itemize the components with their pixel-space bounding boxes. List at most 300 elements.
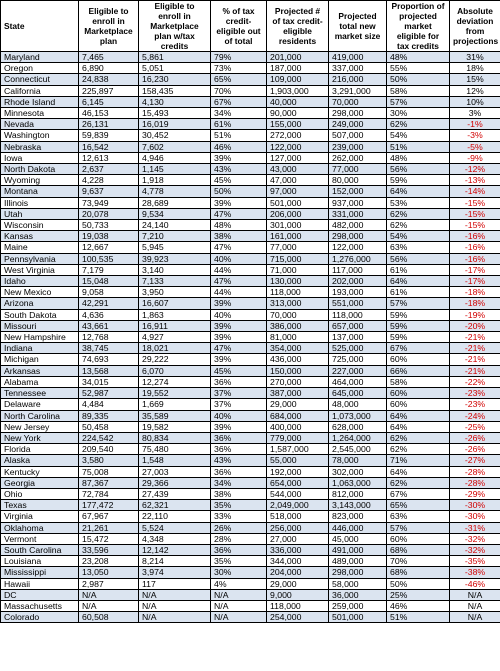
table-row — [1, 544, 500, 555]
table-cell: 47% — [211, 208, 267, 219]
table-cell: 48,000 — [329, 399, 387, 410]
table-cell: 67% — [211, 96, 267, 107]
table-cell: 51% — [387, 612, 450, 623]
state-cell: Idaho — [1, 276, 79, 287]
state-cell: Maryland — [1, 52, 79, 63]
state-cell: Indiana — [1, 343, 79, 354]
table-row — [1, 533, 500, 544]
table-cell: 63% — [387, 511, 450, 522]
table-row — [1, 388, 500, 399]
table-cell: 387,000 — [267, 388, 329, 399]
table-cell: N/A — [139, 612, 211, 623]
table-cell: 34,015 — [79, 376, 139, 387]
table-cell: 36% — [211, 466, 267, 477]
table-row — [1, 421, 500, 432]
table-cell: 75,480 — [139, 444, 211, 455]
table-cell: 58% — [387, 85, 450, 96]
table-cell: 122,000 — [329, 242, 387, 253]
table-cell: 4,927 — [139, 332, 211, 343]
table-cell: -1% — [450, 119, 500, 130]
table-cell: 90,000 — [267, 108, 329, 119]
table-cell: 2,545,000 — [329, 444, 387, 455]
table-cell: 15,493 — [139, 108, 211, 119]
table-cell: 24,838 — [79, 74, 139, 85]
table-cell: 4,484 — [79, 399, 139, 410]
table-cell: 298,000 — [329, 231, 387, 242]
table-row — [1, 287, 500, 298]
table-cell: 12,613 — [79, 152, 139, 163]
table-cell: 5,051 — [139, 63, 211, 74]
table-cell: 26% — [211, 522, 267, 533]
table-cell: 35% — [211, 500, 267, 511]
table-row — [1, 231, 500, 242]
state-cell: Minnesota — [1, 108, 79, 119]
table-cell: 7,602 — [139, 141, 211, 152]
table-cell: 298,000 — [329, 567, 387, 578]
table-cell: 206,000 — [267, 208, 329, 219]
table-cell: 109,000 — [267, 74, 329, 85]
table-cell: 4,348 — [139, 533, 211, 544]
table-cell: 725,000 — [329, 354, 387, 365]
table-cell: N/A — [211, 600, 267, 611]
state-cell: New Jersey — [1, 421, 79, 432]
table-cell: 39% — [211, 320, 267, 331]
table-row — [1, 376, 500, 387]
table-cell: 2,637 — [79, 164, 139, 175]
table-cell: 9,637 — [79, 186, 139, 197]
table-cell: 118,000 — [267, 287, 329, 298]
table-row — [1, 96, 500, 107]
table-cell: -21% — [450, 332, 500, 343]
table-cell: 152,000 — [329, 186, 387, 197]
table-cell: 36% — [211, 432, 267, 443]
table-cell: -23% — [450, 388, 500, 399]
state-cell: North Dakota — [1, 164, 79, 175]
table-cell: 122,000 — [267, 141, 329, 152]
state-cell: California — [1, 85, 79, 96]
table-cell: 201,000 — [267, 52, 329, 63]
state-cell: Pennsylvania — [1, 253, 79, 264]
table-cell: 43,661 — [79, 320, 139, 331]
state-cell: North Carolina — [1, 410, 79, 421]
table-cell: 16,230 — [139, 74, 211, 85]
table-cell: 67,967 — [79, 511, 139, 522]
state-cell: Kansas — [1, 231, 79, 242]
table-cell: 38% — [211, 488, 267, 499]
table-cell: 48% — [387, 52, 450, 63]
table-row — [1, 264, 500, 275]
table-cell: 53% — [387, 197, 450, 208]
column-header: Eligible to enroll in Marketplace plan w/tax credits — [139, 1, 211, 52]
table-cell: -24% — [450, 410, 500, 421]
table-cell: -30% — [450, 500, 500, 511]
table-cell: 464,000 — [329, 376, 387, 387]
table-cell: 19,552 — [139, 388, 211, 399]
table-cell: -12% — [450, 164, 500, 175]
table-cell: 19,582 — [139, 421, 211, 432]
table-cell: 3,950 — [139, 287, 211, 298]
table-cell: 60% — [387, 533, 450, 544]
table-cell: 137,000 — [329, 332, 387, 343]
state-cell: New Mexico — [1, 287, 79, 298]
table-row — [1, 175, 500, 186]
table-row — [1, 52, 500, 63]
table-row — [1, 600, 500, 611]
table-row — [1, 298, 500, 309]
table-cell: 61% — [387, 287, 450, 298]
table-cell: -21% — [450, 365, 500, 376]
column-header: Absolute deviation from projections — [450, 1, 500, 52]
table-cell: 16,019 — [139, 119, 211, 130]
table-cell: 72,784 — [79, 488, 139, 499]
table-cell: -15% — [450, 220, 500, 231]
table-cell: 336,000 — [267, 544, 329, 555]
state-cell: New Hampshire — [1, 332, 79, 343]
table-cell: 1,587,000 — [267, 444, 329, 455]
table-cell: 13,568 — [79, 365, 139, 376]
table-body — [1, 52, 500, 623]
table-row — [1, 208, 500, 219]
table-cell: 67% — [387, 343, 450, 354]
table-cell: 812,000 — [329, 488, 387, 499]
table-cell: 331,000 — [329, 208, 387, 219]
table-cell: 446,000 — [329, 522, 387, 533]
table-cell: 80,834 — [139, 432, 211, 443]
table-cell: -21% — [450, 354, 500, 365]
table-cell: -21% — [450, 343, 500, 354]
table-cell: 52,987 — [79, 388, 139, 399]
table-cell: 8,214 — [139, 556, 211, 567]
state-cell: Oklahoma — [1, 522, 79, 533]
table-cell: 501,000 — [267, 197, 329, 208]
table-row — [1, 186, 500, 197]
table-cell: 12% — [450, 85, 500, 96]
state-cell: Illinois — [1, 197, 79, 208]
table-cell: 3,291,000 — [329, 85, 387, 96]
table-cell: 1,903,000 — [267, 85, 329, 96]
table-cell: -46% — [450, 578, 500, 589]
table-cell: N/A — [139, 589, 211, 600]
table-row — [1, 332, 500, 343]
table-row — [1, 141, 500, 152]
table-row — [1, 399, 500, 410]
table-row — [1, 74, 500, 85]
table-cell: 63% — [387, 242, 450, 253]
table-cell: 40% — [211, 253, 267, 264]
table-cell: 23,208 — [79, 556, 139, 567]
table-cell: 62% — [387, 208, 450, 219]
table-cell: 7,179 — [79, 264, 139, 275]
table-cell: 118,000 — [267, 600, 329, 611]
table-cell: 27,003 — [139, 466, 211, 477]
table-cell: -23% — [450, 399, 500, 410]
table-cell: N/A — [79, 589, 139, 600]
table-cell: 337,000 — [329, 63, 387, 74]
table-cell: 1,145 — [139, 164, 211, 175]
table-cell: 77,000 — [267, 242, 329, 253]
table-cell: -19% — [450, 309, 500, 320]
table-cell: 60% — [387, 388, 450, 399]
table-cell: 59% — [387, 175, 450, 186]
table-cell: 301,000 — [267, 220, 329, 231]
table-cell: 56% — [387, 164, 450, 175]
table-row — [1, 354, 500, 365]
table-cell: 64% — [387, 410, 450, 421]
state-cell: Michigan — [1, 354, 79, 365]
table-cell: -5% — [450, 141, 500, 152]
table-row — [1, 320, 500, 331]
table-cell: 62% — [387, 477, 450, 488]
table-cell: 29,366 — [139, 477, 211, 488]
table-cell: 51% — [387, 141, 450, 152]
table-cell: 62% — [387, 119, 450, 130]
table-cell: 58,000 — [329, 578, 387, 589]
table-cell: 4,130 — [139, 96, 211, 107]
table-header — [1, 1, 500, 52]
table-cell: 57% — [387, 96, 450, 107]
table-cell: 4,228 — [79, 175, 139, 186]
table-cell: 28% — [211, 533, 267, 544]
table-cell: N/A — [79, 600, 139, 611]
table-cell: 3,580 — [79, 455, 139, 466]
table-cell: 262,000 — [329, 152, 387, 163]
table-cell: 177,472 — [79, 500, 139, 511]
state-cell: Missouri — [1, 320, 79, 331]
state-cell: Tennessee — [1, 388, 79, 399]
table-cell: 38,745 — [79, 343, 139, 354]
table-cell: 62% — [387, 432, 450, 443]
table-cell: 9,000 — [267, 589, 329, 600]
table-cell: 40% — [211, 410, 267, 421]
state-cell: Oregon — [1, 63, 79, 74]
table-cell: 1,863 — [139, 309, 211, 320]
table-row — [1, 152, 500, 163]
column-header: Projected # of tax credit-eligible residents — [267, 1, 329, 52]
column-header: % of tax credit-eligible out of total — [211, 1, 267, 52]
table-cell: 78,000 — [329, 455, 387, 466]
state-cell: Ohio — [1, 488, 79, 499]
table-cell: 202,000 — [329, 276, 387, 287]
table-cell: 59% — [387, 332, 450, 343]
table-cell: 43,000 — [267, 164, 329, 175]
table-cell: -18% — [450, 298, 500, 309]
table-cell: 12,274 — [139, 376, 211, 387]
state-cell: Washington — [1, 130, 79, 141]
table-cell: 64% — [387, 186, 450, 197]
table-cell: 57% — [387, 298, 450, 309]
table-cell: 386,000 — [267, 320, 329, 331]
table-cell: 6,145 — [79, 96, 139, 107]
table-cell: 30% — [211, 567, 267, 578]
table-cell: 20,078 — [79, 208, 139, 219]
table-cell: -16% — [450, 242, 500, 253]
table-cell: 59% — [387, 320, 450, 331]
table-cell: 298,000 — [329, 108, 387, 119]
table-cell: 34% — [211, 108, 267, 119]
state-cell: New York — [1, 432, 79, 443]
table-cell: 50% — [387, 578, 450, 589]
table-cell: 65% — [211, 74, 267, 85]
column-header: Eligible to enroll in Marketplace plan — [79, 1, 139, 52]
table-row — [1, 455, 500, 466]
table-cell: -17% — [450, 276, 500, 287]
table-cell: 518,000 — [267, 511, 329, 522]
table-cell: 1,073,000 — [329, 410, 387, 421]
state-cell: Alaska — [1, 455, 79, 466]
table-cell: 158,435 — [139, 85, 211, 96]
state-cell: Hawaii — [1, 578, 79, 589]
table-cell: N/A — [450, 612, 500, 623]
table-row — [1, 522, 500, 533]
table-row — [1, 511, 500, 522]
table-cell: 684,000 — [267, 410, 329, 421]
state-cell: Florida — [1, 444, 79, 455]
table-cell: 551,000 — [329, 298, 387, 309]
table-cell: 80,000 — [329, 175, 387, 186]
table-cell: 50% — [387, 74, 450, 85]
table-row — [1, 276, 500, 287]
table-cell: 58% — [387, 376, 450, 387]
table-cell: -3% — [450, 130, 500, 141]
table-cell: N/A — [450, 589, 500, 600]
table-cell: 544,000 — [267, 488, 329, 499]
table-cell: 67% — [387, 488, 450, 499]
table-cell: 62% — [387, 220, 450, 231]
table-row — [1, 242, 500, 253]
table-cell: 15,048 — [79, 276, 139, 287]
table-cell: 507,000 — [329, 130, 387, 141]
table-row — [1, 567, 500, 578]
table-row — [1, 410, 500, 421]
table-cell: 16,542 — [79, 141, 139, 152]
state-cell: Nevada — [1, 119, 79, 130]
state-cell: Wyoming — [1, 175, 79, 186]
state-cell: Iowa — [1, 152, 79, 163]
table-cell: 39,923 — [139, 253, 211, 264]
table-cell: 29,222 — [139, 354, 211, 365]
table-cell: 645,000 — [329, 388, 387, 399]
table-cell: 302,000 — [329, 466, 387, 477]
table-cell: -29% — [450, 488, 500, 499]
table-cell: -32% — [450, 533, 500, 544]
table-cell: 419,000 — [329, 52, 387, 63]
table-cell: 44% — [211, 264, 267, 275]
table-cell: 225,897 — [79, 85, 139, 96]
state-cell: Maine — [1, 242, 79, 253]
table-cell: 87,367 — [79, 477, 139, 488]
table-cell: 204,000 — [267, 567, 329, 578]
table-cell: 1,276,000 — [329, 253, 387, 264]
table-cell: 127,000 — [267, 152, 329, 163]
table-cell: -28% — [450, 466, 500, 477]
table-cell: 34% — [211, 477, 267, 488]
table-cell: -17% — [450, 264, 500, 275]
table-cell: 779,000 — [267, 432, 329, 443]
table-cell: 51% — [211, 130, 267, 141]
table-cell: 400,000 — [267, 421, 329, 432]
table-cell: 40% — [211, 309, 267, 320]
table-cell: 74,693 — [79, 354, 139, 365]
table-cell: 216,000 — [329, 74, 387, 85]
table-cell: 259,000 — [329, 600, 387, 611]
table-cell: 16,607 — [139, 298, 211, 309]
table-cell: 150,000 — [267, 365, 329, 376]
table-cell: 43% — [211, 455, 267, 466]
table-cell: 1,063,000 — [329, 477, 387, 488]
table-cell: 9,058 — [79, 287, 139, 298]
table-cell: 61% — [387, 264, 450, 275]
table-cell: 43% — [211, 164, 267, 175]
table-cell: 75,008 — [79, 466, 139, 477]
table-cell: -16% — [450, 253, 500, 264]
state-cell: Arkansas — [1, 365, 79, 376]
table-cell: 81,000 — [267, 332, 329, 343]
state-cell: Rhode Island — [1, 96, 79, 107]
state-cell: Louisiana — [1, 556, 79, 567]
state-cell: Connecticut — [1, 74, 79, 85]
table-cell: 12,768 — [79, 332, 139, 343]
table-row — [1, 220, 500, 231]
state-cell: Georgia — [1, 477, 79, 488]
table-cell: 40,000 — [267, 96, 329, 107]
table-cell: 823,000 — [329, 511, 387, 522]
table-cell: 27,439 — [139, 488, 211, 499]
table-cell: 187,000 — [267, 63, 329, 74]
table-cell: 79% — [211, 52, 267, 63]
table-cell: 64% — [387, 421, 450, 432]
table-cell: 2,049,000 — [267, 500, 329, 511]
table-cell: 24,140 — [139, 220, 211, 231]
table-cell: 50,458 — [79, 421, 139, 432]
table-cell: 55,000 — [267, 455, 329, 466]
table-row — [1, 444, 500, 455]
table-cell: 161,000 — [267, 231, 329, 242]
table-cell: 56% — [387, 253, 450, 264]
table-cell: 715,000 — [267, 253, 329, 264]
table-cell: 60% — [387, 399, 450, 410]
table-cell: N/A — [211, 612, 267, 623]
table-cell: N/A — [139, 600, 211, 611]
table-cell: -13% — [450, 175, 500, 186]
table-cell: -18% — [450, 287, 500, 298]
table-cell: 37% — [211, 388, 267, 399]
table-cell: 117,000 — [329, 264, 387, 275]
table-cell: -22% — [450, 376, 500, 387]
table-cell: 3% — [450, 108, 500, 119]
table-cell: -26% — [450, 432, 500, 443]
table-row — [1, 130, 500, 141]
table-row — [1, 108, 500, 119]
table-cell: 193,000 — [329, 287, 387, 298]
table-cell: 39% — [211, 354, 267, 365]
table-cell: 68% — [387, 567, 450, 578]
table-cell: -16% — [450, 231, 500, 242]
table-cell: -38% — [450, 567, 500, 578]
table-cell: 7,465 — [79, 52, 139, 63]
table-cell: 46% — [211, 141, 267, 152]
state-cell: DC — [1, 589, 79, 600]
state-cell: Arizona — [1, 298, 79, 309]
state-cell: Virginia — [1, 511, 79, 522]
table-cell: 39% — [211, 298, 267, 309]
table-cell: 209,540 — [79, 444, 139, 455]
table-cell: 1,264,000 — [329, 432, 387, 443]
table-cell: 48% — [211, 220, 267, 231]
table-cell: 65% — [387, 500, 450, 511]
table-cell: N/A — [211, 589, 267, 600]
state-cell: Alabama — [1, 376, 79, 387]
state-cell: Mississippi — [1, 567, 79, 578]
